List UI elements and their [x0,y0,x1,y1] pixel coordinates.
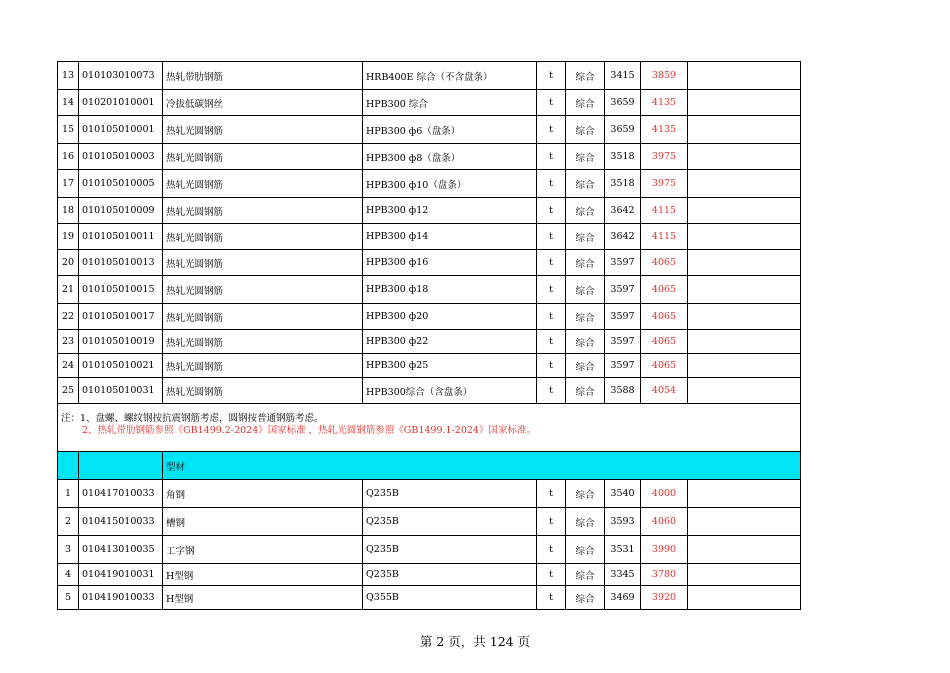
item-unit: t [537,354,566,378]
item-base-price: 3588 [605,378,641,404]
item-base-price: 3642 [605,224,641,250]
section-empty-no [58,452,79,480]
item-price: 3975 [641,144,688,170]
row-number: 25 [58,378,79,404]
item-origin: 综合 [566,224,605,250]
item-name: 热轧光圆钢筋 [163,276,363,304]
item-spec: HPB300 ф14 [363,224,537,250]
item-name: 冷拔低碳钢丝 [163,90,363,116]
item-code: 010105010017 [79,304,163,330]
item-remark [688,90,801,116]
item-remark [688,170,801,198]
item-spec: HPB300 ф18 [363,276,537,304]
item-code: 010419010031 [79,564,163,586]
table-row [58,90,801,116]
table-row [58,354,801,378]
item-origin: 综合 [566,564,605,586]
row-number: 24 [58,354,79,378]
item-price: 3990 [641,536,688,564]
item-spec: Q235B [363,508,537,536]
item-name: 槽钢 [163,508,363,536]
table-row [58,250,801,276]
item-base-price: 3597 [605,354,641,378]
item-spec: HPB300综合（含盘条） [363,378,537,404]
row-number: 13 [58,62,79,90]
item-spec: Q235B [363,480,537,508]
table-row [58,170,801,198]
note-line-2: 2、热轧带肋钢筋参照《GB1499.2-2024》国家标准 ，热轧光圆钢筋参照《GB1499.1-2024》国家标准。 [82,425,536,436]
section-header-row [58,452,801,480]
item-base-price: 3518 [605,170,641,198]
item-origin: 综合 [566,480,605,508]
item-origin: 综合 [566,198,605,224]
row-number: 5 [58,586,79,610]
item-unit: t [537,536,566,564]
item-origin: 综合 [566,144,605,170]
item-unit: t [537,508,566,536]
item-price: 4135 [641,116,688,144]
item-code: 010417010033 [79,480,163,508]
item-unit: t [537,90,566,116]
item-unit: t [537,330,566,354]
item-unit: t [537,304,566,330]
table-row [58,330,801,354]
item-name: 热轧光圆钢筋 [163,354,363,378]
item-price: 4065 [641,250,688,276]
row-number: 1 [58,480,79,508]
row-number: 3 [58,536,79,564]
item-base-price: 3597 [605,250,641,276]
item-name: 热轧带肋钢筋 [163,62,363,90]
item-code: 010105010013 [79,250,163,276]
item-remark [688,304,801,330]
table-body-profiles [58,480,801,610]
item-unit: t [537,62,566,90]
item-base-price: 3642 [605,198,641,224]
table-row [58,224,801,250]
table-row [58,586,801,610]
item-spec: HPB300 ф25 [363,354,537,378]
item-remark [688,480,801,508]
item-unit: t [537,170,566,198]
item-unit: t [537,586,566,610]
table-row [58,480,801,508]
item-remark [688,536,801,564]
item-unit: t [537,480,566,508]
item-code: 010105010015 [79,276,163,304]
item-code: 010413010035 [79,536,163,564]
table-row [58,378,801,404]
item-remark [688,586,801,610]
item-price: 4065 [641,304,688,330]
item-price: 3859 [641,62,688,90]
item-unit: t [537,276,566,304]
item-remark [688,224,801,250]
item-code: 010105010031 [79,378,163,404]
item-base-price: 3597 [605,330,641,354]
item-code: 010105010021 [79,354,163,378]
item-spec: HRB400E 综合（不含盘条） [363,62,537,90]
item-remark [688,144,801,170]
table-row [58,116,801,144]
item-name: 热轧光圆钢筋 [163,330,363,354]
table-row [58,198,801,224]
item-origin: 综合 [566,170,605,198]
item-base-price: 3531 [605,536,641,564]
item-price: 3780 [641,564,688,586]
row-number: 14 [58,90,79,116]
item-price: 4000 [641,480,688,508]
item-name: H型钢 [163,586,363,610]
row-number: 21 [58,276,79,304]
item-spec: HPB300 ф16 [363,250,537,276]
item-spec: Q355B [363,586,537,610]
item-base-price: 3540 [605,480,641,508]
item-price: 4060 [641,508,688,536]
item-spec: Q235B [363,564,537,586]
item-unit: t [537,378,566,404]
item-origin: 综合 [566,536,605,564]
item-remark [688,250,801,276]
item-remark [688,116,801,144]
row-number: 19 [58,224,79,250]
item-name: 热轧光圆钢筋 [163,378,363,404]
row-number: 23 [58,330,79,354]
table-row [58,508,801,536]
item-price: 3920 [641,586,688,610]
item-origin: 综合 [566,330,605,354]
note-cell [58,404,801,452]
item-spec: HPB300 ф12 [363,198,537,224]
item-origin: 综合 [566,62,605,90]
item-remark [688,354,801,378]
row-number: 2 [58,508,79,536]
item-unit: t [537,250,566,276]
item-name: 热轧光圆钢筋 [163,116,363,144]
item-code: 010105010003 [79,144,163,170]
table-row [58,304,801,330]
item-name: 热轧光圆钢筋 [163,304,363,330]
note-line-1: 注：1、盘螺、螺纹钢按抗震钢筋考虑，圆钢按普通钢筋考虑。 [61,413,324,424]
row-number: 18 [58,198,79,224]
row-number: 22 [58,304,79,330]
item-name: 热轧光圆钢筋 [163,250,363,276]
item-code: 010105010001 [79,116,163,144]
row-number: 17 [58,170,79,198]
item-origin: 综合 [566,586,605,610]
row-number: 16 [58,144,79,170]
item-spec: Q235B [363,536,537,564]
item-base-price: 3518 [605,144,641,170]
item-unit: t [537,224,566,250]
item-spec: HPB300 综合 [363,90,537,116]
row-number: 20 [58,250,79,276]
item-origin: 综合 [566,276,605,304]
item-name: 热轧光圆钢筋 [163,144,363,170]
section-empty-code [79,452,163,480]
table-row [58,536,801,564]
item-code: 010105010019 [79,330,163,354]
item-base-price: 3415 [605,62,641,90]
item-base-price: 3345 [605,564,641,586]
section-title: 型材 [163,452,801,480]
item-remark [688,198,801,224]
item-remark [688,276,801,304]
item-origin: 综合 [566,116,605,144]
item-code: 010415010033 [79,508,163,536]
item-price: 4115 [641,224,688,250]
page-footer: 第 2 页，共 124 页 [419,634,531,649]
item-price: 4065 [641,276,688,304]
item-base-price: 3597 [605,276,641,304]
item-name: H型钢 [163,564,363,586]
item-origin: 综合 [566,250,605,276]
item-code: 010419010033 [79,586,163,610]
item-name: 热轧光圆钢筋 [163,224,363,250]
item-unit: t [537,116,566,144]
item-spec: HPB300 ф8（盘条） [363,144,537,170]
item-price: 4065 [641,330,688,354]
table-row [58,276,801,304]
item-base-price: 3659 [605,116,641,144]
row-number: 15 [58,116,79,144]
item-origin: 综合 [566,304,605,330]
item-code: 010105010009 [79,198,163,224]
item-origin: 综合 [566,378,605,404]
item-name: 热轧光圆钢筋 [163,198,363,224]
item-code: 010201010001 [79,90,163,116]
item-base-price: 3659 [605,90,641,116]
item-name: 热轧光圆钢筋 [163,170,363,198]
item-unit: t [537,144,566,170]
item-origin: 综合 [566,90,605,116]
row-number: 4 [58,564,79,586]
item-name: 工字钢 [163,536,363,564]
item-base-price: 3597 [605,304,641,330]
item-code: 010105010005 [79,170,163,198]
item-base-price: 3469 [605,586,641,610]
item-price: 4115 [641,198,688,224]
item-price: 4135 [641,90,688,116]
item-price: 3975 [641,170,688,198]
item-spec: HPB300 ф6（盘条） [363,116,537,144]
table-row [58,144,801,170]
item-price: 4065 [641,354,688,378]
item-base-price: 3593 [605,508,641,536]
item-remark [688,330,801,354]
item-remark [688,564,801,586]
item-code: 010103010073 [79,62,163,90]
note-section [58,404,801,480]
item-remark [688,508,801,536]
item-spec: HPB300 ф10（盘条） [363,170,537,198]
item-unit: t [537,198,566,224]
item-price: 4054 [641,378,688,404]
item-name: 角钢 [163,480,363,508]
item-remark [688,62,801,90]
table-row [58,564,801,586]
item-spec: HPB300 ф22 [363,330,537,354]
table-row [58,62,801,90]
price-table [57,61,801,610]
item-code: 010105010011 [79,224,163,250]
item-spec: HPB300 ф20 [363,304,537,330]
item-origin: 综合 [566,354,605,378]
table-body-rebar [58,62,801,404]
item-remark [688,378,801,404]
item-unit: t [537,564,566,586]
item-origin: 综合 [566,508,605,536]
